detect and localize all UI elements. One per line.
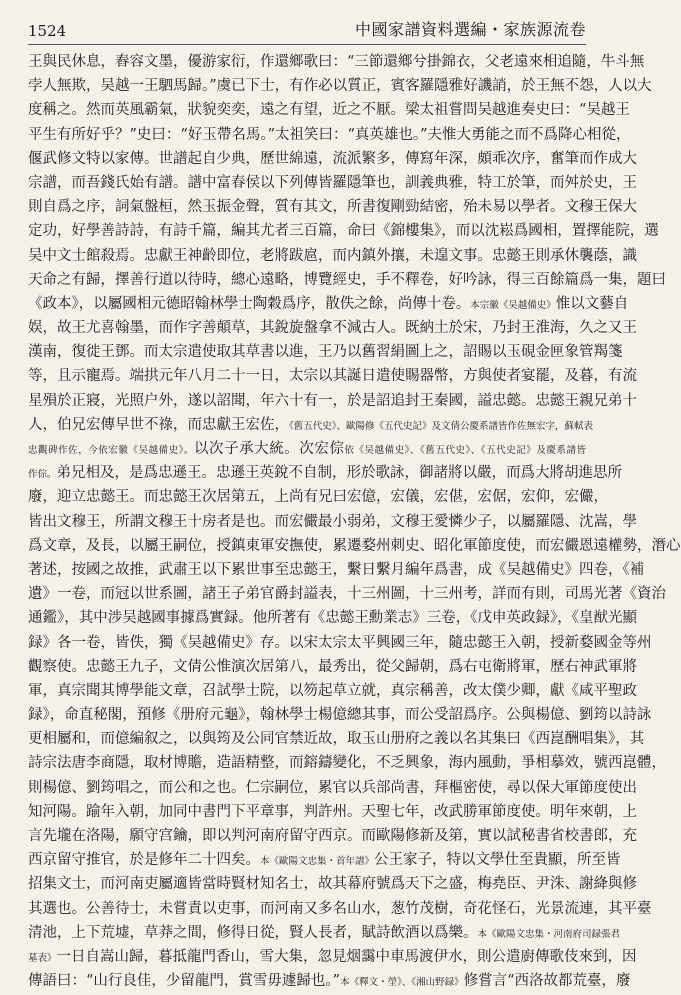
line-text: 廢，迎立忠懿王。而忠懿王次居第五，上尚有兄曰宏億，宏儀，宏偡，宏倨，宏仰，宏儼， (28, 489, 608, 506)
line-text: 孛人無欺，吴越一王駟馬歸。”虞已下士，有作必以質正，賓客羅隱雅好譏誚，於王無不怨，人以大 (28, 78, 652, 95)
inline-note: 本《歐陽文忠集・首年譜》 (260, 856, 375, 868)
text-line (28, 534, 681, 558)
text-line (28, 98, 630, 122)
text-line (28, 969, 631, 993)
line-text: 則楊億、劉筠唱之，而公和之也。仁宗嗣位，累官以兵部尚書，拜樞密使，尋以保大軍節度使出 (28, 779, 637, 796)
text-line (28, 147, 637, 171)
text-line (28, 751, 666, 775)
text-line (28, 461, 623, 485)
text-line (28, 244, 637, 268)
line-text: 遺》一卷，而冠以世系圖，諸王子弟官爵封謚表，十三州圖，十三州考，詳而有則，司馬光著《資治 (28, 586, 666, 603)
text-line (28, 123, 631, 147)
text-line (28, 413, 594, 437)
line-text: 則自爲之序，詞氣盤桓，然玉振金聲，質有其文，所書復剛勁結密，殆未易以學者。文穆王保大 (28, 199, 637, 216)
line-text: 天命之有歸，擇善行道以待時，總心遠略，博覽經史，手不釋卷，好吟詠，得三百餘篇爲一集，題曰 (28, 271, 666, 288)
line-text: 星殞於正寢，光照户外，遂以詔聞，年六十有一，於是詔追封王秦國，謚忠懿。忠懿王親兄弟十 (28, 392, 637, 409)
text-line (28, 510, 637, 534)
line-text: 軍，真宗聞其博學能文章，召試學士院，以笏起草立就，真宗稱善，改太僕少卿，獻《咸平聖政 (28, 682, 637, 699)
line-text: 娱，故王尤喜翰墨，而作字善顛草，其銳旋盤拿不減古人。既納土於宋，乃封王淮海，久之又王 (28, 320, 637, 337)
line-text: 漢南，復徙王鄧。而太宗遣使取其草書以進，王乃以舊習絹圖上之，詔賜以玉硯金匣象管羯箋 (28, 344, 623, 361)
line-text: 清池，上下荒墟，草莽之間，修得日從，賢人長者，賦詩飲酒以爲樂。 (28, 924, 478, 941)
text-line (28, 50, 645, 74)
text-line (28, 582, 666, 606)
inline-note: 作倧。 (28, 469, 57, 481)
text-line (28, 921, 621, 945)
line-text: 詩宗法唐李商隱，取材博贍，造語精整，而鎔鑄變化，不乏興象，海内風動，爭相摹效，號西崑體， (28, 755, 666, 772)
inline-note: 忠觀碑作佐，今依宏徽《吴越備史》。 (28, 445, 194, 456)
line-text: 偃武修文特以家傳。世譜起自少典，歷世綿遠，流派繁多，傳寫年深，頗乖次序，奮筆而作成大 (28, 150, 637, 167)
line-text: 人，伯兄宏傳早世不祿，而忠獻王宏佐， (28, 416, 289, 433)
text-line (28, 268, 666, 292)
line-text: 度稱之。然而英風霸氣，狀貌奕奕，遠之有望，近之不厭。梁太祖嘗問吴越進奏史曰：“吴越王 (28, 102, 630, 119)
inline-note: 本《釋文・塋》、《湘山野録》 (340, 977, 464, 989)
line-text: 其選也。公善待士，未嘗責以吏事，而河南又多名山水，葱竹茂樹，奇花怪石，光景流連，其平臺 (28, 900, 652, 917)
inline-note: 墓表》 (28, 952, 57, 964)
inline-note: 《舊五代史》、歐陽修《五代史記》及文倩公慶系譜皆作佐無宏字，蘇軾表 (289, 420, 594, 432)
line-text: 知河陽。踰年入朝，加同中書門下平章事，判許州。天聖七年，改武勝軍節度使。明年來朝，上 (28, 803, 637, 820)
inline-note: 本《歐陽文忠集・河南府司録張君 (477, 928, 621, 940)
line-text: 招集文士，而河南吏屬適皆當時賢材知名士，故其幕府號爲天下之盛，梅堯臣、尹洙、謝絳與修 (28, 876, 637, 893)
text-line (28, 292, 629, 316)
page-number: 1524 (28, 22, 67, 40)
text-line (28, 606, 637, 630)
text-line (28, 897, 652, 921)
text-line (28, 848, 621, 872)
line-text-continued: 公王家子，特以文學仕至貴顯，所至皆 (374, 852, 621, 869)
text-line (28, 340, 623, 364)
line-text-continued: 以次子承大統。次宏倧 (193, 441, 345, 457)
text-line (28, 485, 608, 509)
inline-note: 依《吴越備史》、《舊五代史》、《五代史記》及慶系譜皆 (344, 445, 586, 456)
line-text: 著述，按國之故推，武肅王以下累世事至忠懿王，繫日繫月編年爲書，成《吴越備史》四卷，《補 (28, 561, 645, 578)
line-text: 更相屬和，而億編叙之，以與筠及公同官禁近故，取玉山册府之義以名其集曰《西崑酬唱集》，其 (28, 731, 645, 748)
text-line (28, 679, 637, 703)
line-text: 平生有所好乎？”史曰：“好玉帶名馬。”太祖笑曰：“真英雄也。”夫惟大勇能之而不爲降心相從， (28, 126, 631, 143)
text-line (28, 727, 645, 751)
text-line (28, 631, 652, 655)
line-text: 言先壠在洛陽，願守宫鑰，即以判河南府留守西京。而歐陽修新及第，實以試秘書省校書郎，充 (28, 828, 637, 844)
text-line (28, 945, 637, 969)
line-text: 録》，命直秘閣，預修《册府元龜》，翰林學士楊億總其事，而公受詔爲序。公與楊億、劉筠以詩詠 (28, 707, 652, 724)
inline-note: 本宗徽《吴越備史》 (470, 299, 556, 311)
text-line (28, 776, 637, 800)
line-text: 録》各一卷，皆佚，獨《吴越備史》存。以宋太宗太平興國三年，隨忠懿王入朝，授新婺國金等州 (28, 634, 652, 651)
running-header (28, 10, 586, 45)
line-text: 宗譜，而吾錢氏始有譜。譜中富春侯以下列傳皆羅隱筆也，訓義典雅，特工於筆，而舛於史，王 (28, 174, 637, 191)
text-line (28, 219, 659, 243)
line-text: 傳語曰：“山行良佳，少留龍門，賞雪毋遽歸也。” (28, 973, 341, 990)
line-text: 通鑑》，其中涉吴越國事據爲實録。他所著有《忠懿王勳業志》三卷，《戊申英政録》，《皇猷光顯 (28, 610, 637, 627)
line-text-continued: 一日自嵩山歸，暮抵龍門香山，雪大集，忽見烟靄中車馬渡伊水，則公遣廚傳歌伎來到，因 (56, 948, 637, 965)
body-text (28, 50, 681, 990)
line-text-continued: 修嘗言“西洛故都荒臺，廢 (463, 973, 631, 990)
line-text-continued: 惟以文藝自 (555, 295, 629, 312)
text-line (28, 872, 637, 896)
text-line (28, 655, 637, 679)
text-line (28, 364, 637, 388)
text-line (28, 703, 652, 727)
line-text: 爲文章，及長，以屬王嗣位，授鎮東軍安撫使，累遷婺州刺史、昭化軍節度使，而宏儼恩遠權勢，潛心 (28, 537, 681, 554)
text-line (28, 558, 645, 582)
text-line (28, 171, 637, 195)
line-text-continued: 弟兄相及，是爲忠遜王。忠遜王英銳不自制，形於歌詠，御諸將以嚴，而爲大將胡進思所 (56, 465, 623, 482)
line-text: 王與民休息，舂容文墨，優游家衍，作還鄉歌曰：“三節還鄉兮掛錦衣，父老遠來相追隨，牛斗無 (28, 54, 645, 70)
text-line (28, 316, 637, 340)
text-line (28, 824, 637, 848)
line-text: 等，且示寵焉。端拱元年八月二十一日，太宗以其誕日遣使賜器幣，方與使者宴罷，及暮，有流 (28, 368, 637, 385)
line-text: 皆出文穆王，所謂文穆王十房者是也。而宏儼最小弱弟，文穆王愛憐少子，以屬羅隱、沈嵩，學 (28, 513, 637, 530)
text-line (28, 74, 652, 98)
text-line (28, 389, 637, 413)
text-line (28, 195, 637, 219)
text-line (28, 437, 586, 461)
line-text: 觀察使。忠懿王九子，文倩公惟演次居第八，最秀出，從父歸朝，爲右屯衛將軍，歷右神武軍將 (28, 658, 637, 675)
running-title: 中國家譜資料選編・家族源流卷 (354, 20, 586, 39)
line-text: 《政本》，以屬國相元德昭翰林學士陶穀爲序，散佚之餘，尚傳十卷。 (28, 295, 471, 312)
line-text: 吴中文士館殺焉。忠獻王神齡即位，老將跋扈，而内鎮外攘，未遑文事。忠懿王則承休襲蔭，識 (28, 247, 637, 264)
text-line (28, 800, 637, 824)
line-text: 西京留守推官，於是修年二十四矣。 (28, 852, 260, 869)
line-text: 定功，好學善詩詩，有詩千篇，編其尤者三百篇，命曰《錦樓集》，而以沈崧爲國相，置擇能院，選 (28, 223, 659, 240)
